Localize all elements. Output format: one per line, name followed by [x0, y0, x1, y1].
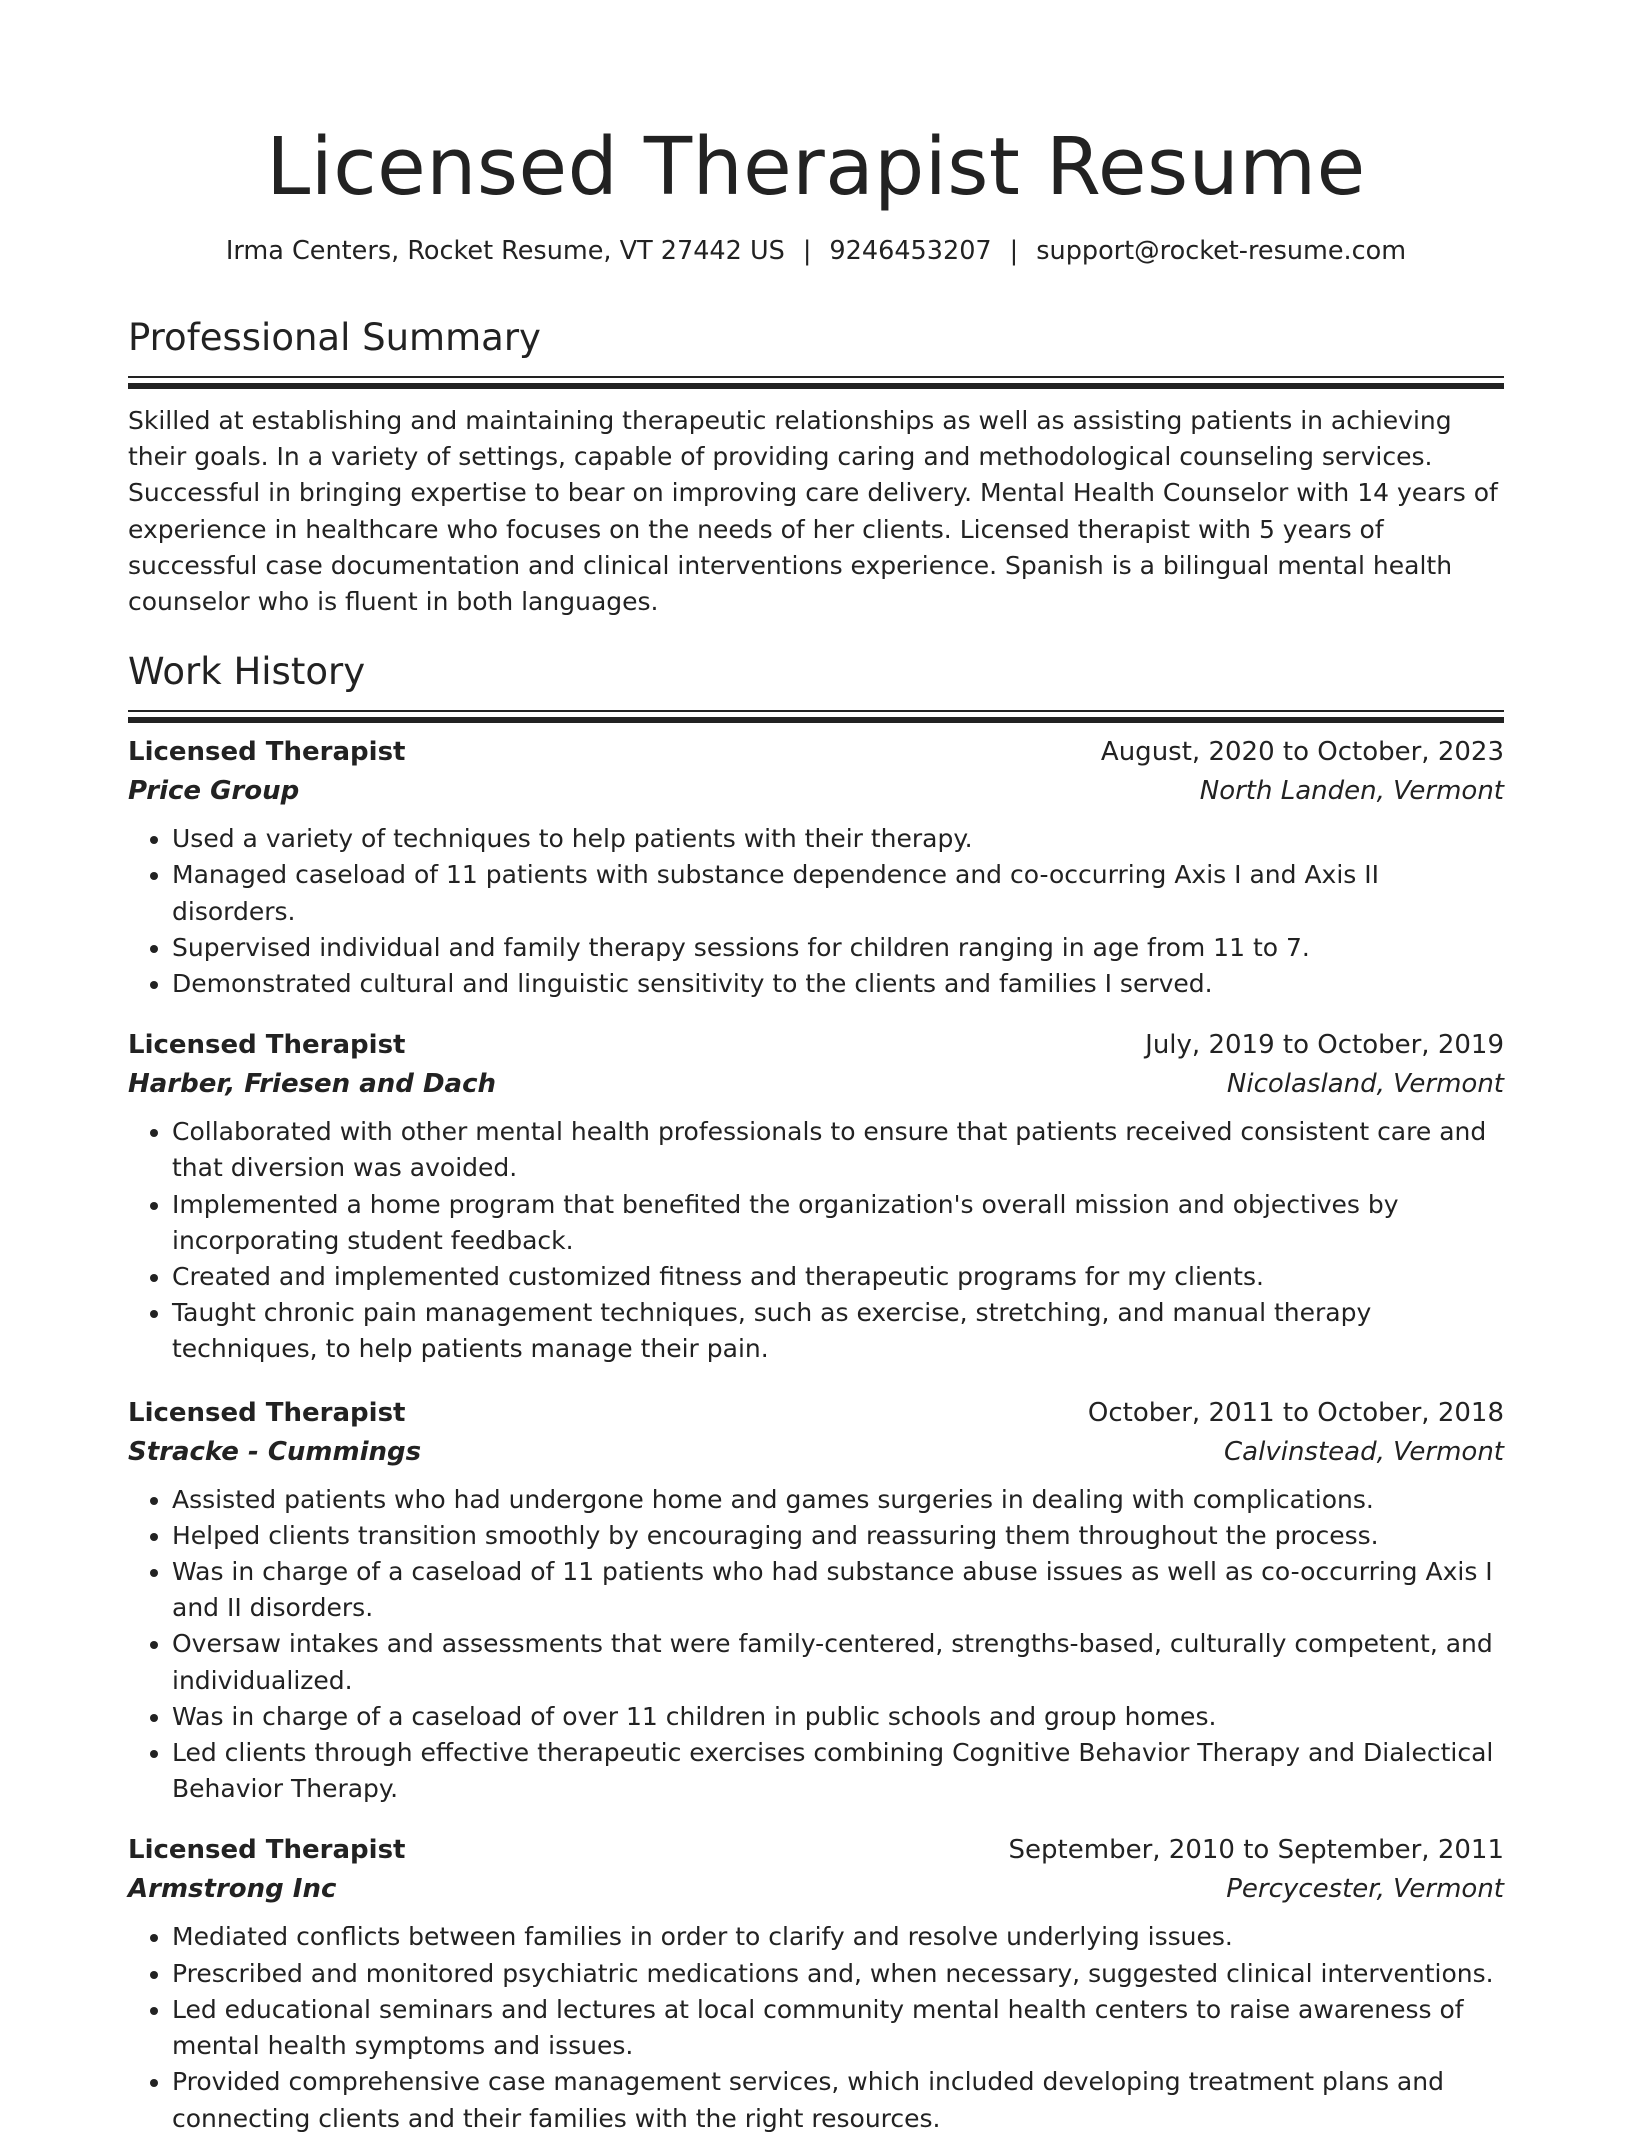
resume-title: Licensed Therapist Resume: [266, 121, 1366, 213]
job-bullet-list: [128, 1114, 1504, 1367]
job-bullet: • Prescribed and monitored psychiatric medications and, when necessary, suggested clinical interventions.: [172, 1956, 1504, 1992]
job-bullet: • Oversaw intakes and assessments that were family-centered, strengths-based, culturally competent, and individualized.: [172, 1626, 1504, 1698]
job-location: Nicolasland, Vermont: [1226, 1069, 1504, 1100]
job-location: Calvinstead, Vermont: [1224, 1436, 1504, 1467]
job-list: [128, 733, 1504, 2136]
summary-heading: Professional Summary: [128, 316, 541, 359]
job-bullet: • Demonstrated cultural and linguistic sensitivity to the clients and families I served.: [172, 966, 1504, 1002]
job-entry: [128, 1831, 1504, 2136]
job-title: Licensed Therapist: [128, 737, 406, 768]
contact-address: Irma Centers, Rocket Resume, VT 27442 US: [225, 236, 785, 266]
job-bullet: • Managed caseload of 11 patients with substance dependence and co-occurring Axis I and Axis II disorders.: [172, 857, 1504, 929]
job-bullet: • Helped clients transition smoothly by encouraging and reassuring them throughout the process.: [172, 1518, 1504, 1554]
job-bullet: • Taught chronic pain management techniques, such as exercise, stretching, and manual therapy techniques, to help patients manage their pain.: [172, 1295, 1504, 1367]
job-company: Price Group: [128, 776, 300, 807]
job-dates: September, 2010 to September, 2011: [1008, 1835, 1504, 1866]
job-bullet: • Was in charge of a caseload of 11 patients who had substance abuse issues as well as co-occurring Axis I and II disorders.: [172, 1554, 1504, 1626]
job-subheader-row: [128, 771, 1504, 811]
contact-phone: 9246453207: [829, 236, 992, 266]
job-entry: [128, 733, 1504, 1002]
job-title: Licensed Therapist: [128, 1397, 406, 1428]
contact-separator: |: [802, 236, 812, 266]
job-company: Stracke - Cummings: [128, 1436, 422, 1467]
job-bullet: • Supervised individual and family therapy sessions for children ranging in age from 11 to 7.: [172, 930, 1504, 966]
job-bullet: • Provided comprehensive case management services, which included developing treatment plans and connecting clients and their families with the right resources.: [172, 2064, 1504, 2136]
job-bullet: • Used a variety of techniques to help patients with their therapy.: [172, 821, 1504, 857]
resume-page: [128, 0, 1504, 2137]
work-history-section: [128, 648, 1504, 2136]
job-location: Percycester, Vermont: [1226, 1874, 1504, 1905]
job-header-row: [128, 1831, 1504, 1869]
job-bullet-list: [128, 1482, 1504, 1808]
job-header-row: [128, 1394, 1504, 1432]
job-bullet: • Led educational seminars and lectures at local community mental health centers to raise awareness of mental health symptoms and issues.: [172, 1992, 1504, 2064]
job-dates: July, 2019 to October, 2019: [1145, 1030, 1504, 1061]
job-bullet: • Mediated conflicts between families in order to clarify and resolve underlying issues.: [172, 1919, 1504, 1955]
job-dates: October, 2011 to October, 2018: [1087, 1397, 1504, 1428]
contact-separator: |: [1009, 236, 1019, 266]
work-history-heading: Work History: [128, 650, 366, 694]
job-bullet: • Assisted patients who had undergone home and games surgeries in dealing with complications.: [172, 1482, 1504, 1518]
job-header-row: [128, 733, 1504, 771]
job-entry: [128, 1394, 1504, 1808]
job-subheader-row: [128, 1869, 1504, 1909]
job-bullet: • Led clients through effective therapeutic exercises combining Cognitive Behavior Therapy and Dialectical Behavior Therapy.: [172, 1735, 1504, 1807]
section-divider: [128, 710, 1504, 723]
job-bullet: • Implemented a home program that benefited the organization's overall mission and objectives by incorporating student feedback.: [172, 1187, 1504, 1259]
job-company: Armstrong Inc: [128, 1874, 337, 1905]
job-bullet: • Collaborated with other mental health professionals to ensure that patients received consistent care and that diversion was avoided.: [172, 1114, 1504, 1186]
summary-section: [128, 314, 1504, 620]
job-subheader-row: [128, 1064, 1504, 1104]
job-dates: August, 2020 to October, 2023: [1100, 737, 1504, 768]
summary-text: Skilled at establishing and maintaining therapeutic relationships as well as assisting patients in achieving their goals. In a variety of settings, capable of providing caring and methodological counseling services. Successful in bringing expertise to bear on improving care delivery. Mental Health Counselor with 14 years of experience in healthcare who focuses on the needs of her clients. Licensed therapist with 5 years of successful case documentation and clinical interventions experience. Spanish is a bilingual mental health counselor who is fluent in both languages.: [128, 406, 1498, 617]
section-divider: [128, 376, 1504, 389]
job-company: Harber, Friesen and Dach: [128, 1069, 497, 1100]
job-entry: [128, 1026, 1504, 1367]
job-header-row: [128, 1026, 1504, 1064]
job-location: North Landen, Vermont: [1199, 776, 1504, 807]
job-title: Licensed Therapist: [128, 1835, 406, 1866]
job-bullet-list: [128, 821, 1504, 1002]
job-title: Licensed Therapist: [128, 1030, 406, 1061]
contact-line: [128, 234, 1504, 268]
job-bullet: • Was in charge of a caseload of over 11 children in public schools and group homes.: [172, 1699, 1504, 1735]
job-bullet-list: [128, 1919, 1504, 2136]
job-subheader-row: [128, 1432, 1504, 1472]
job-bullet: • Created and implemented customized fitness and therapeutic programs for my clients.: [172, 1259, 1504, 1295]
contact-email: support@rocket-resume.com: [1036, 236, 1407, 266]
